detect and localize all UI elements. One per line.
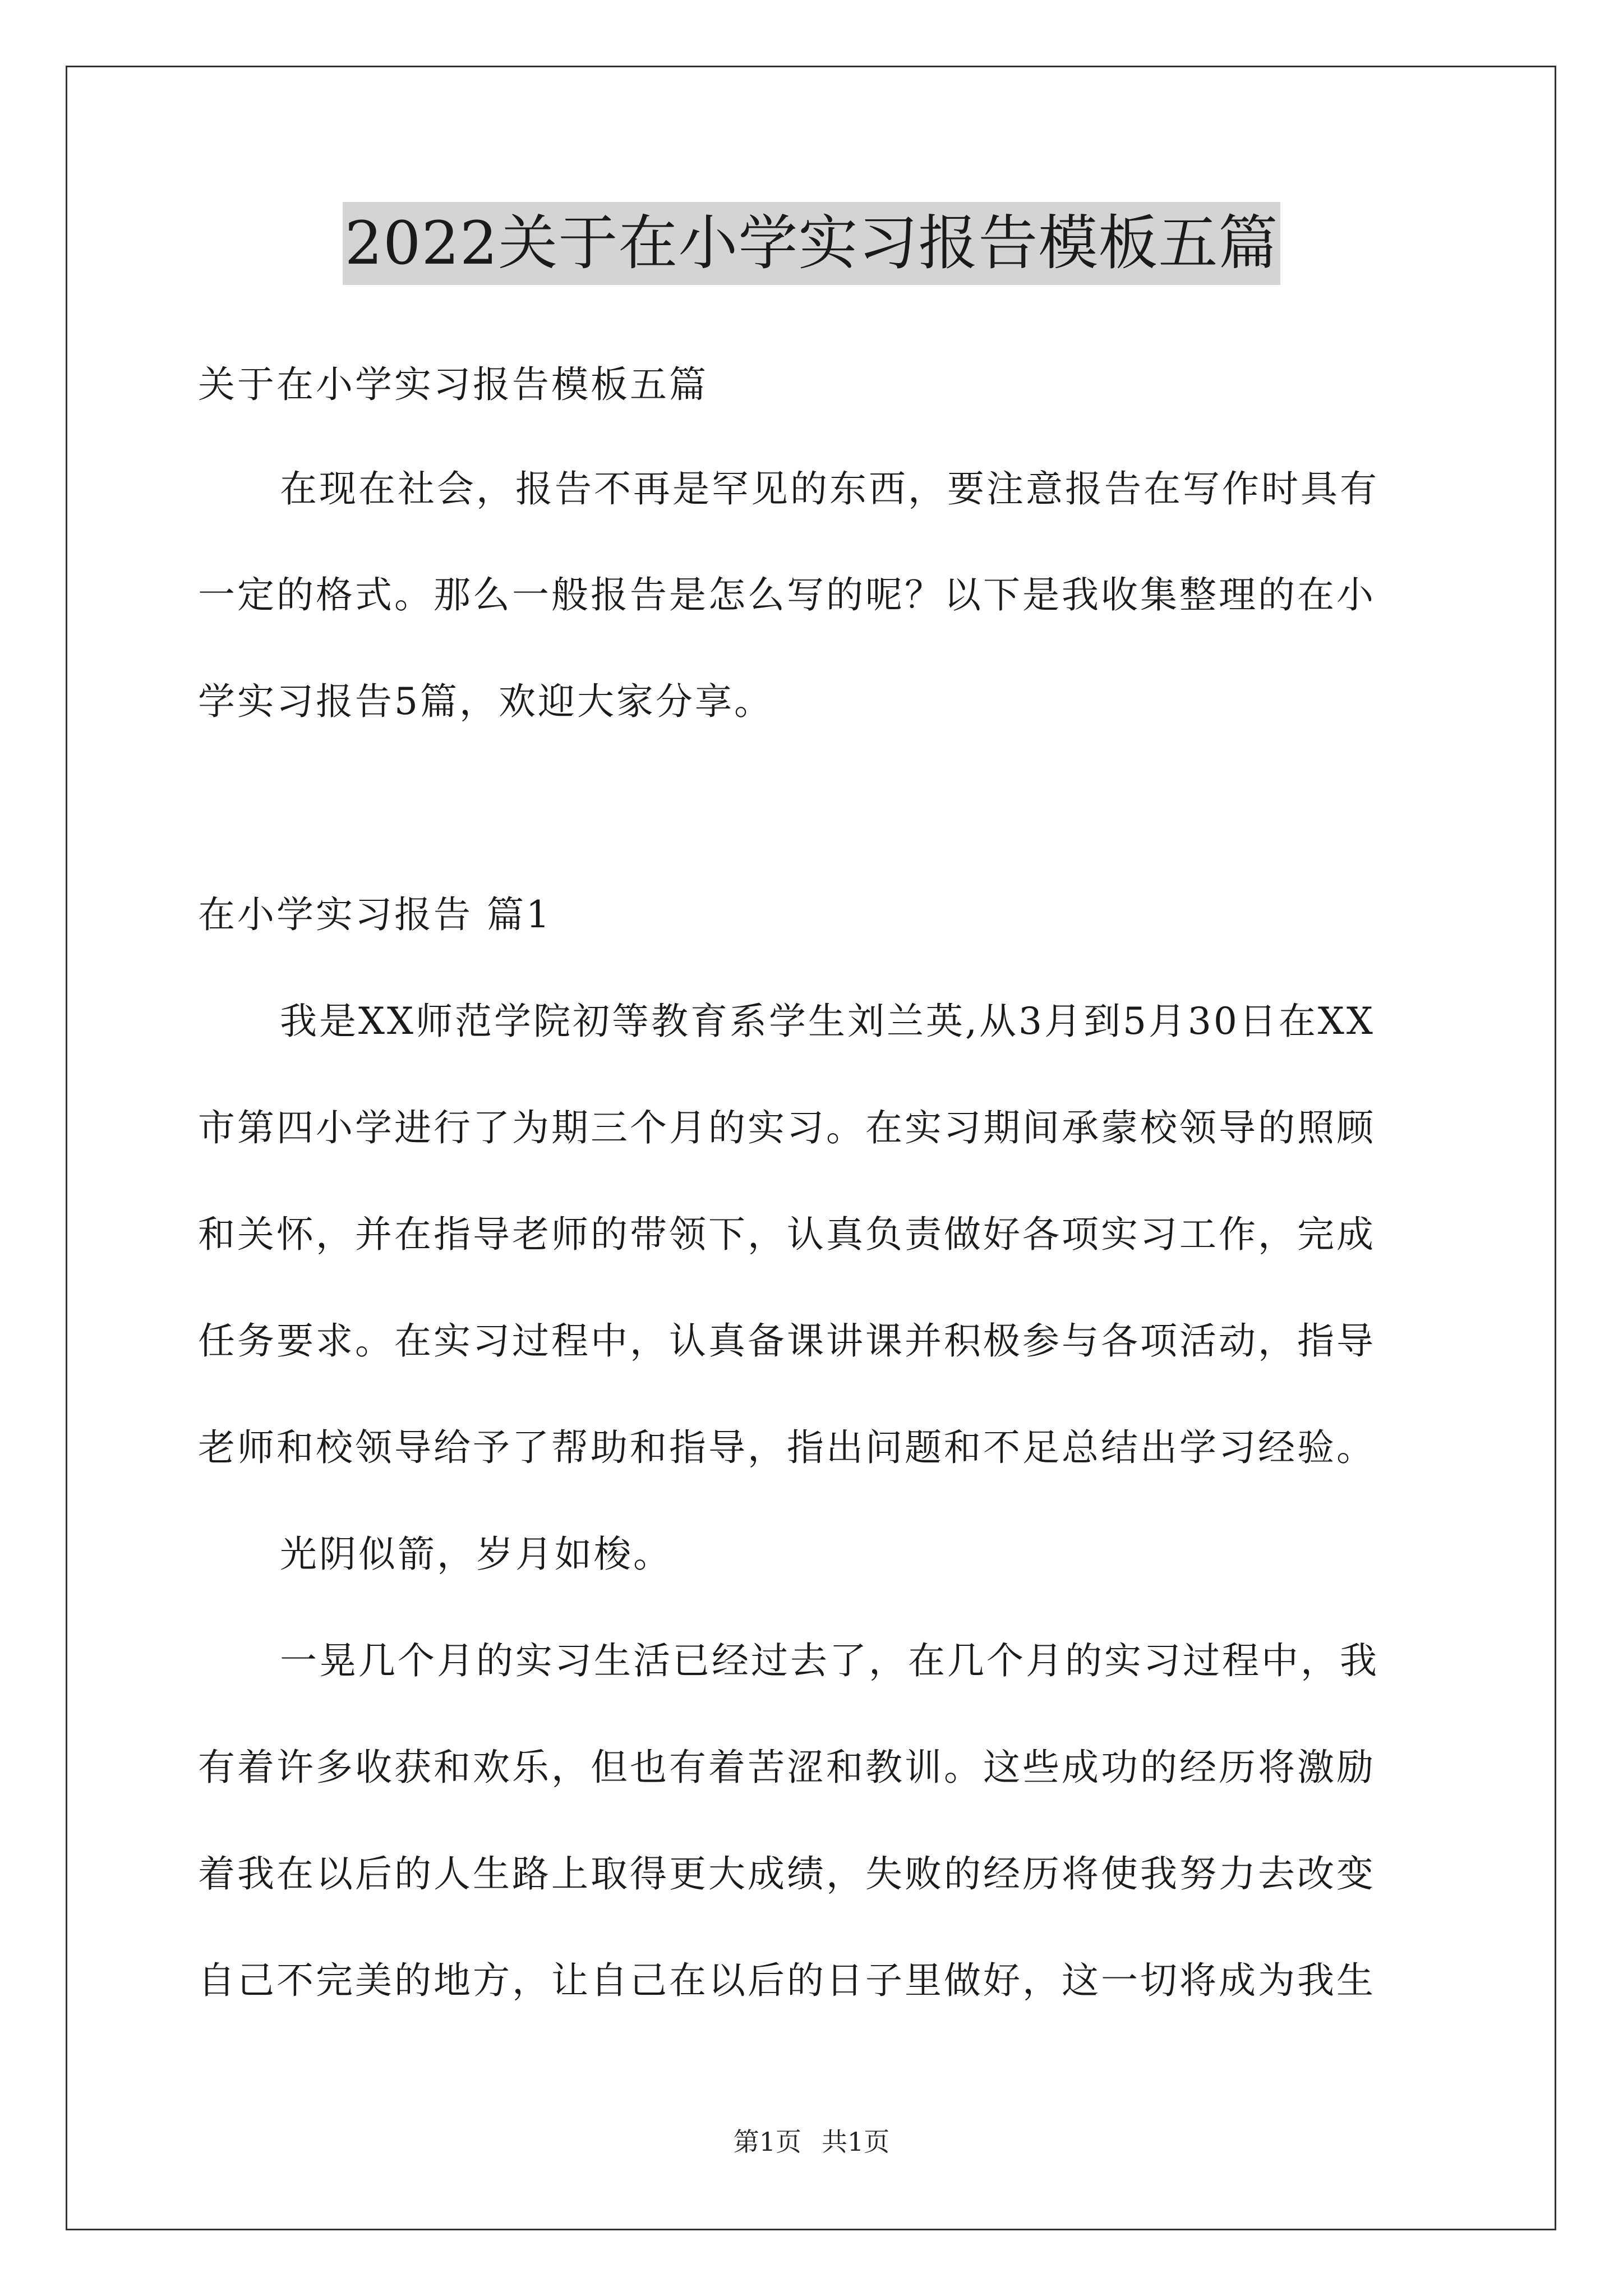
paragraph-line: 在现在社会，报告不再是罕见的东西，要注意报告在写作时具有 — [280, 467, 1379, 510]
paragraph-line: 任务要求。在实习过程中，认真备课讲课并积极参与各项活动，指导 — [198, 1319, 1376, 1363]
document-title: 2022关于在小学实习报告模板五篇 — [343, 202, 1281, 285]
page-number: 第1页 — [733, 2127, 801, 2157]
paragraph-line: 一晃几个月的实习生活已经过去了，在几个月的实习过程中，我 — [280, 1639, 1379, 1682]
paragraph-line: 一定的格式。那么一般报告是怎么写的呢？以下是我收集整理的在小 — [198, 573, 1376, 616]
paragraph-line: 自己不完美的地方，让自己在以后的日子里做好，这一切将成为我生 — [198, 1959, 1376, 2002]
page-total: 共1页 — [822, 2127, 890, 2157]
section-heading: 在小学实习报告 篇1 — [198, 893, 552, 936]
paragraph-line: 着我在以后的人生路上取得更大成绩，失败的经历将使我努力去改变 — [198, 1852, 1376, 1895]
title-container — [0, 202, 1623, 285]
paragraph-line: 光阴似箭，岁月如梭。 — [280, 1533, 672, 1576]
paragraph-line: 有着许多收获和欢乐，但也有着苦涩和教训。这些成功的经历将激励 — [198, 1746, 1376, 1789]
paragraph-line: 市第四小学进行了为期三个月的实习。在实习期间承蒙校领导的照顾 — [198, 1106, 1376, 1149]
paragraph-line: 和关怀，并在指导老师的带领下，认真负责做好各项实习工作，完成 — [198, 1213, 1376, 1256]
paragraph-line: 老师和校领导给予了帮助和指导，指出问题和不足总结出学习经验。 — [198, 1426, 1376, 1469]
document-subtitle: 关于在小学实习报告模板五篇 — [198, 363, 708, 406]
paragraph-line: 我是XX师范学院初等教育系学生刘兰英,从3月到5月30日在XX — [280, 1000, 1375, 1043]
page-footer — [0, 2122, 1623, 2159]
paragraph-line: 学实习报告5篇，欢迎大家分享。 — [198, 680, 773, 723]
